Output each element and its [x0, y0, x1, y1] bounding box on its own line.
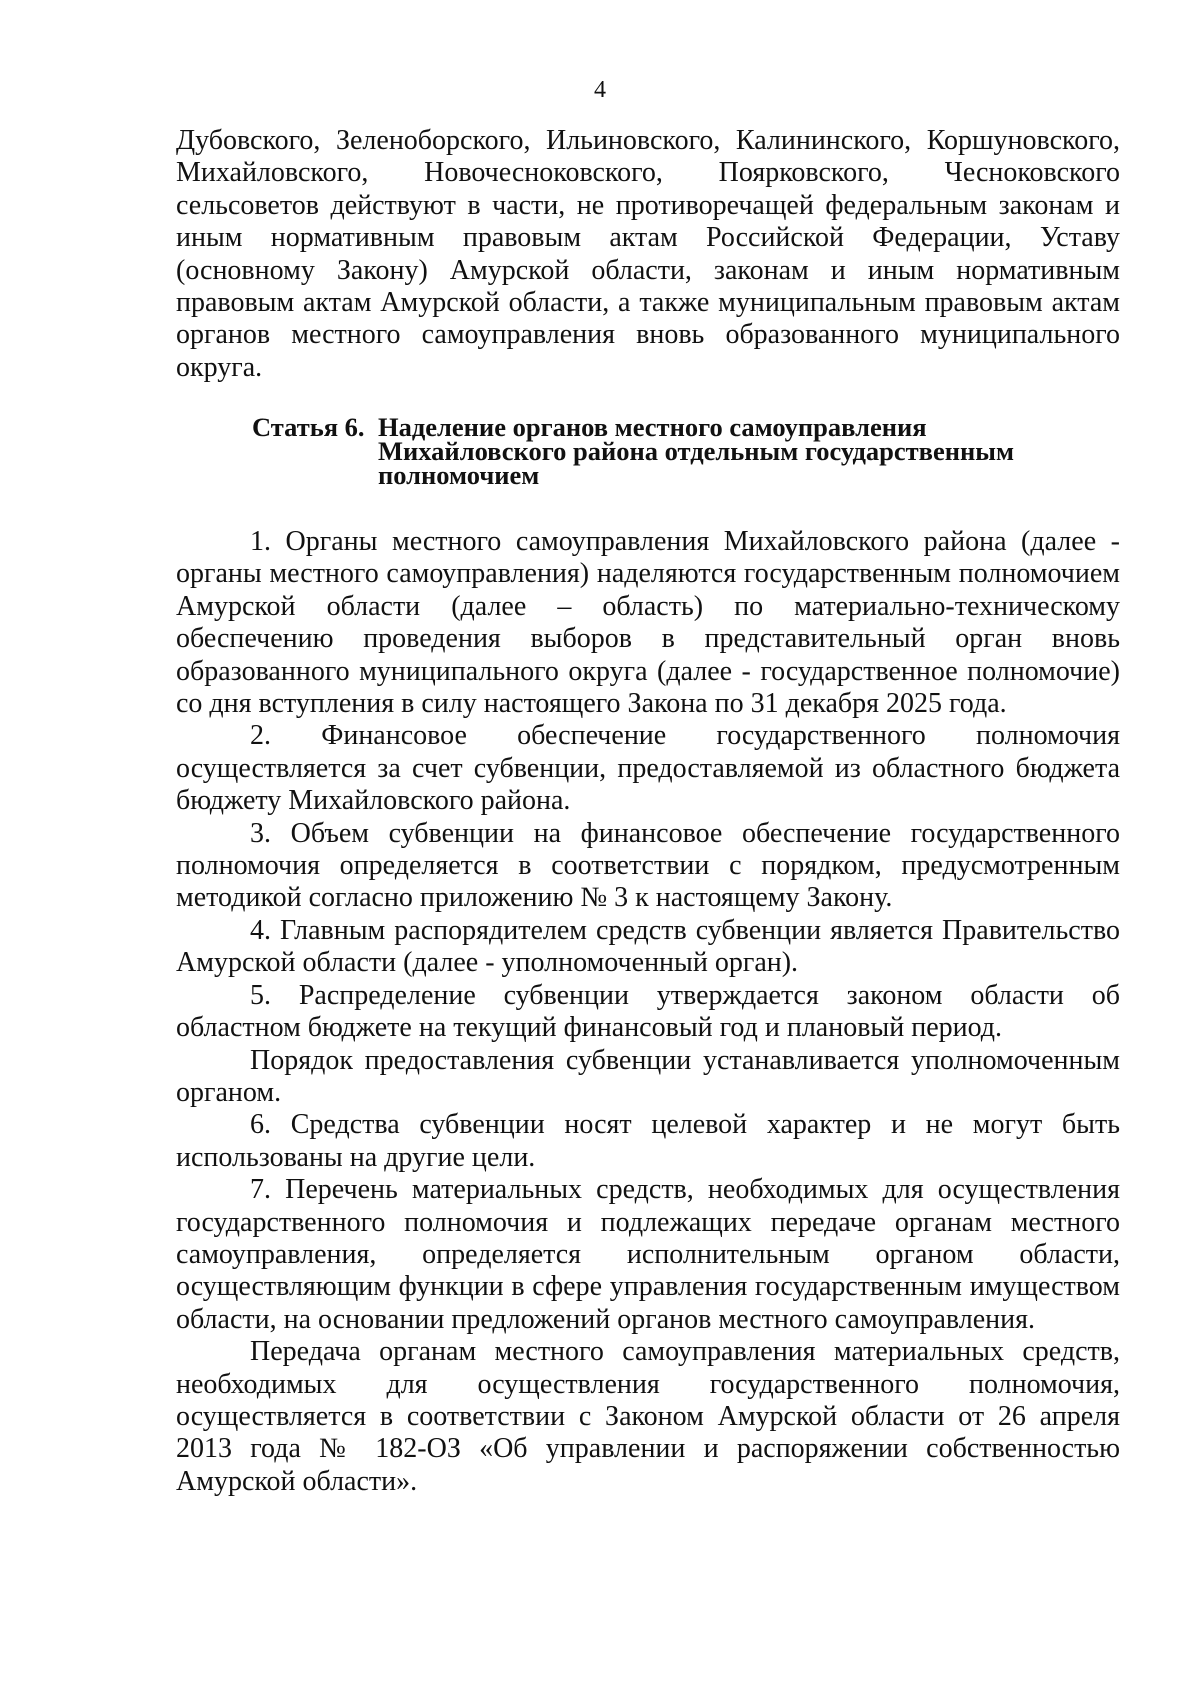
paragraph-6: 6. Средства субвенции носят целевой характер и не могут быть использованы на другие цели. — [176, 1109, 1120, 1173]
paragraph-7-transfer: Передача органам местного самоуправления материальных средств, необходимых для осуществления государственного полномочия, осуществляется в соответствии с Законом Амурской области от 26 апреля 2013 года № 182-ОЗ «Об управлении и распоряжении собственностью Амурской области». — [176, 1336, 1120, 1497]
paragraph-5-procedure: Порядок предоставления субвенции устанавливается уполномоченным органом. — [176, 1044, 1120, 1108]
article-body — [176, 526, 1120, 1498]
paragraph-3: 3. Объем субвенции на финансовое обеспечение государственного полномочия определяется в соответствии с порядком, предусмотренным методикой согласно приложению № 3 к настоящему Закону. — [176, 817, 1120, 914]
page-number: 4 — [594, 77, 606, 103]
paragraph-5: 5. Распределение субвенции утверждается законом области об областном бюджете на текущий финансовый год и плановый период. — [176, 979, 1120, 1044]
intro-paragraph: Дубовского, Зеленоборского, Ильиновского, Калининского, Коршуновского, Михайловского, Новочесноковского, Поярковского, Чесноковского сельсоветов действуют в части, не противоречащей федеральным законам и иным нормативным правовым актам Российской Федерации, Уставу (основному Закону) Амурской области, законам и иным нормативным правовым актам Амурской области, а также муниципальным правовым актам органов местного самоуправления вновь образованного муниципального округа. — [176, 125, 1120, 383]
article-heading — [252, 412, 1102, 490]
paragraph-1: 1. Органы местного самоуправления Михайловского района (далее - органы местного самоуправления) наделяются государственным полномочием Амурской области (далее – область) по материально-техническому обеспечению проведения выборов в представительный орган вновь образованного муниципального округа (далее - государственное полномочие) со дня вступления в силу настоящего Закона по 31 декабря 2025 года. — [176, 526, 1120, 720]
paragraph-2: 2. Финансовое обеспечение государственного полномочия осуществляется за счет субвенции, предоставляемой из областного бюджета бюджету Михайловского района. — [176, 720, 1120, 817]
article-title: Наделение органов местного самоуправления Михайловского района отдельным государственным полномочием — [378, 412, 1015, 490]
intro-section — [176, 125, 1120, 384]
paragraph-7: 7. Перечень материальных средств, необходимых для осуществления государственного полномочия и подлежащих передаче органам местного самоуправления, определяется исполнительным органом области, осуществляющим функции в сфере управления государственным имуществом области, на основании предложений органов местного самоуправления. — [176, 1174, 1120, 1335]
article-label: Статья 6. — [252, 412, 365, 442]
paragraph-4: 4. Главным распорядителем средств субвенции является Правительство Амурской области (далее - уполномоченный орган). — [176, 914, 1120, 979]
